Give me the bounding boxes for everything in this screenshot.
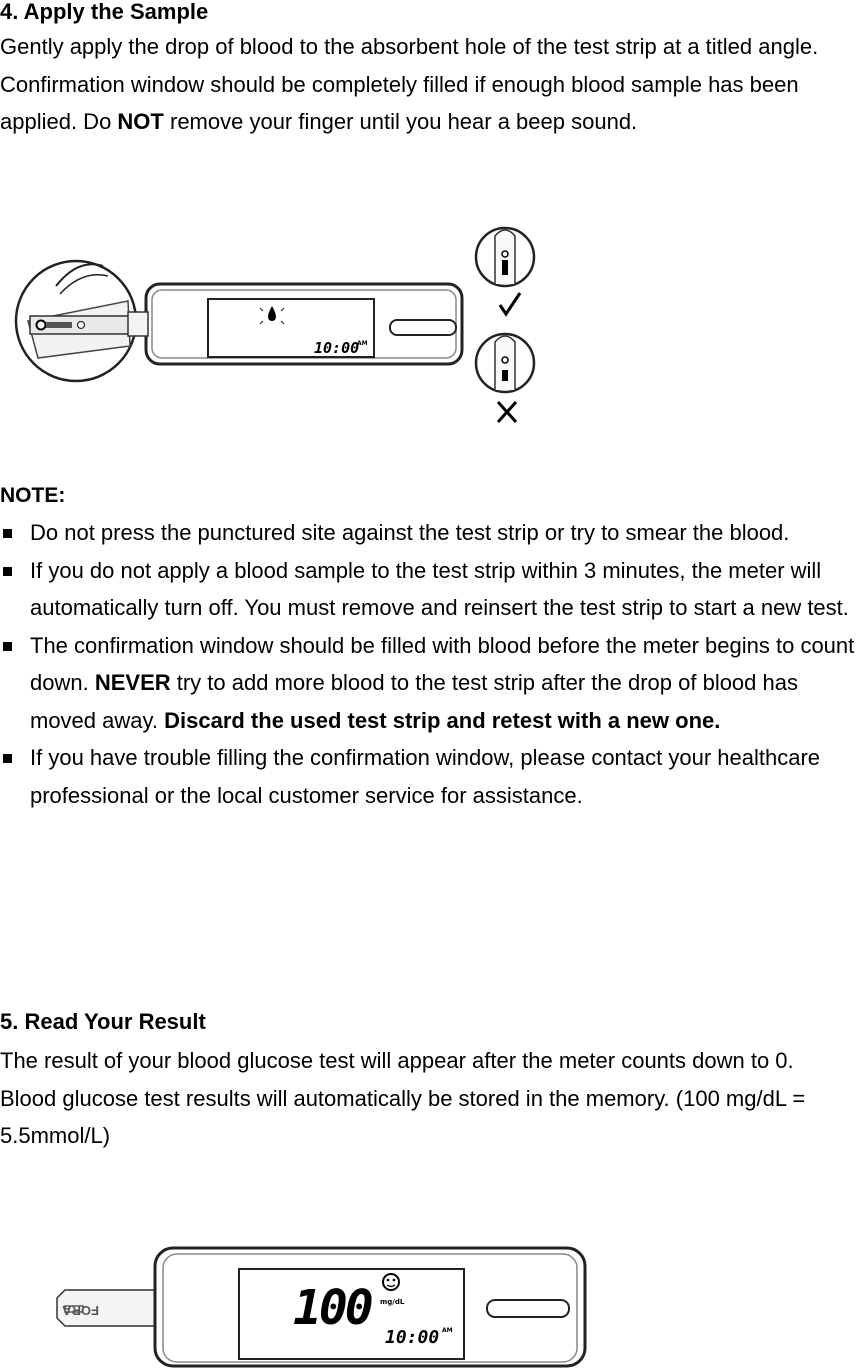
section-4-paragraph: Gently apply the drop of blood to the absorbent hole of the test strip at a titled angle. Confirmation window should be completely filled if enough blood sample has been applied. Do NOT remove your finger until you hear a beep sound. — [0, 34, 819, 134]
section-5-paragraph: The result of your blood glucose test will appear after the meter counts down to 0. Blood glucose test results will automatically be stored in the memory. (100 mg/dL = 5.5mmol/L) — [0, 1048, 806, 1148]
note-title: NOTE: — [0, 484, 66, 507]
x-icon — [498, 402, 516, 422]
glucose-value-display: 100 — [293, 1280, 371, 1336]
note-item: The confirmation window should be filled with blood before the meter begins to count down. NEVER try to add more blood to the test strip after the drop of blood has moved away. Discard the used test strip and retest with a new one. — [0, 627, 863, 740]
magnified-strip-circle — [16, 261, 140, 381]
note-item: If you do not apply a blood sample to the test strip within 3 minutes, the meter will automatically turn off. You must remove and reinsert the test strip to start a new test. — [0, 552, 863, 627]
meter-device — [128, 284, 462, 364]
meter-time-display: 10:00 — [385, 1327, 440, 1348]
meter-ampm: AM — [357, 340, 368, 347]
square-bullet-icon — [3, 642, 12, 651]
incorrect-fill-example — [476, 334, 534, 422]
result-figure — [55, 1240, 595, 1368]
meter-device — [155, 1248, 585, 1366]
note-list — [0, 514, 863, 814]
unit-display: mg/dL — [380, 1298, 405, 1306]
test-strip — [57, 1290, 159, 1326]
square-bullet-icon — [3, 567, 12, 576]
meter-ampm: AM — [442, 1327, 453, 1334]
smiley-icon — [383, 1274, 399, 1290]
note-item: Do not press the punctured site against the test strip or try to smear the blood. — [0, 514, 863, 552]
section-5-heading: 5. Read Your Result — [0, 1009, 206, 1034]
note-item: If you have trouble filling the confirmation window, please contact your healthcare professional or the local customer service for assistance. — [0, 739, 863, 814]
check-icon — [500, 293, 520, 314]
square-bullet-icon — [3, 529, 12, 538]
apply-sample-figure — [8, 196, 573, 458]
square-bullet-icon — [3, 754, 12, 763]
section-4-heading: 4. Apply the Sample — [0, 0, 209, 24]
correct-fill-example — [476, 228, 534, 314]
strip-label: FORA — [62, 1303, 99, 1318]
meter-time-display: 10:00 — [314, 339, 360, 357]
